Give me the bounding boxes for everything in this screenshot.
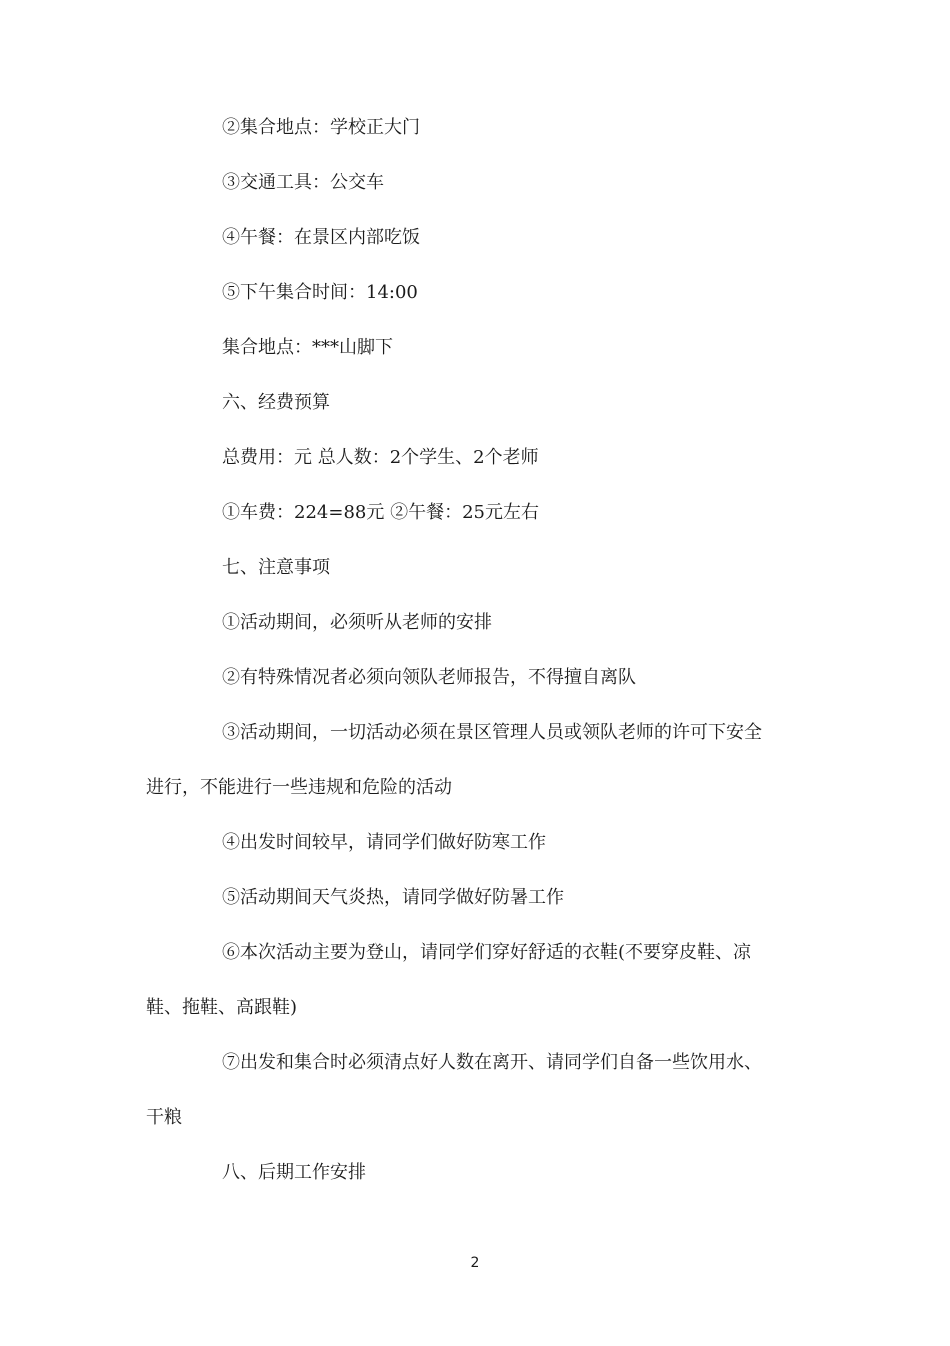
- assembly-place-item: ②集合地点：学校正大门: [222, 117, 420, 138]
- note-item: ①活动期间，必须听从老师的安排: [222, 612, 492, 633]
- note-item: ⑤活动期间天气炎热，请同学做好防暑工作: [222, 887, 564, 908]
- afternoon-assembly-time-item: ⑤下午集合时间：14:00: [222, 282, 418, 303]
- note-item-continuation: 鞋、拖鞋、高跟鞋): [146, 997, 298, 1018]
- note-item-continuation: 干粮: [146, 1107, 182, 1128]
- afternoon-assembly-place-item: 集合地点：***山脚下: [222, 337, 393, 358]
- note-item: ②有特殊情况者必须向领队老师报告，不得擅自离队: [222, 667, 636, 688]
- note-item: ③活动期间，一切活动必须在景区管理人员或领队老师的许可下安全: [222, 722, 762, 743]
- notes-heading: 七、注意事项: [222, 557, 330, 578]
- budget-total-line: 总费用：元 总人数：2个学生、2个老师: [222, 447, 539, 468]
- note-item: ④出发时间较早，请同学们做好防寒工作: [222, 832, 546, 853]
- note-item: ⑥本次活动主要为登山，请同学们穿好舒适的衣鞋(不要穿皮鞋、凉: [222, 942, 752, 963]
- budget-detail-line: ①车费：224=88元 ②午餐：25元左右: [222, 502, 539, 523]
- follow-up-heading: 八、后期工作安排: [222, 1162, 366, 1183]
- transport-item: ③交通工具：公交车: [222, 172, 384, 193]
- note-item: ⑦出发和集合时必须清点好人数在离开、请同学们自备一些饮用水、: [222, 1052, 762, 1073]
- note-item-continuation: 进行，不能进行一些违规和危险的活动: [146, 777, 452, 798]
- budget-heading: 六、经费预算: [222, 392, 330, 413]
- lunch-item: ④午餐：在景区内部吃饭: [222, 227, 420, 248]
- page-number: 2: [470, 1255, 480, 1271]
